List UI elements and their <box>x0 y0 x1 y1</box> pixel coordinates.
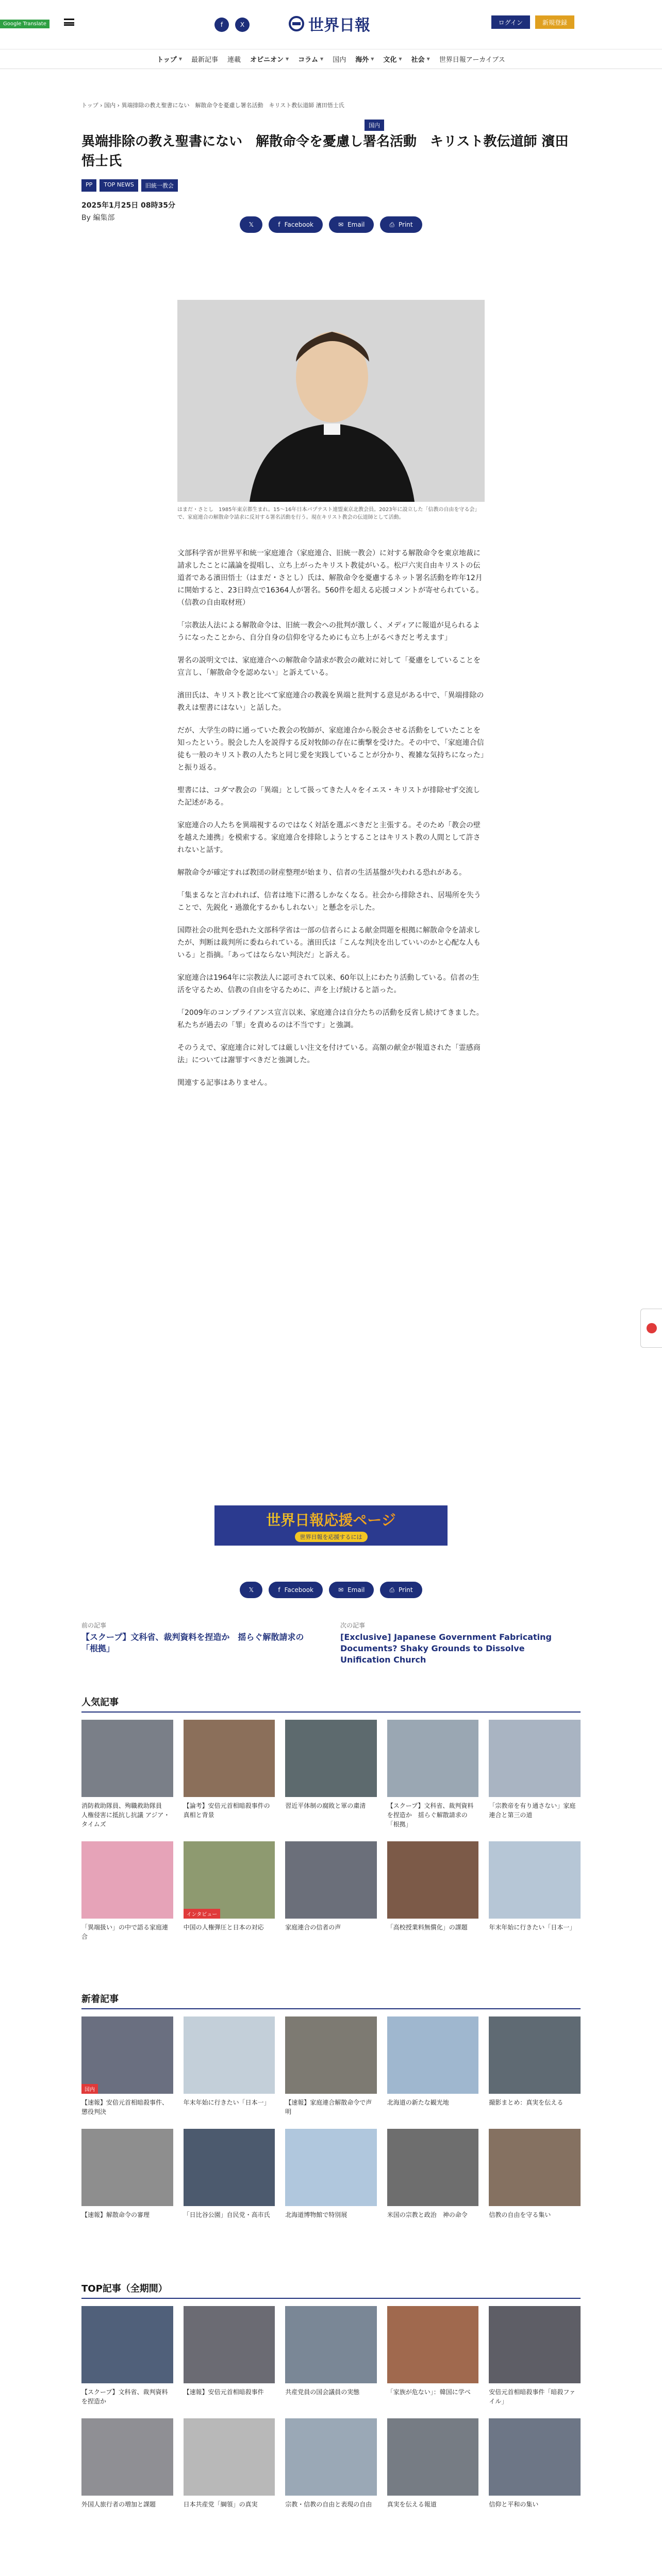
main-nav <box>0 49 662 69</box>
category-tag[interactable]: 旧統一教会 <box>141 179 178 192</box>
related-none-text: 関連する記事はありません。 <box>177 1079 272 1087</box>
article-body <box>177 547 485 1099</box>
paragraph: 文部科学省が世界平和統一家庭連合（家庭連合、旧統一教会）に対する解散命令を東京地裁に請求したことに議論を提唱し、立ち上がったキリスト教徒がいる。松戸六実自由キリストの伝道者である濱田悟士（はまだ・さとし）氏は、解散命令を憂慮するネット署名活動を昨年12月に開始すると、23日時点で16364人が署名。560件を超える応援コメントが寄せられている。（信教の自由取材班） <box>177 549 484 607</box>
nav-label: コラム <box>298 56 319 64</box>
print-icon: ⎙ <box>389 1586 394 1594</box>
top-articles-grid <box>81 2306 581 2509</box>
card-title: 習近平体制の腐敗と軍の粛清 <box>285 1802 366 1809</box>
chevron-down-icon: ▼ <box>399 57 402 61</box>
article-card[interactable] <box>81 2016 173 2116</box>
x-icon[interactable]: X <box>235 18 250 32</box>
article-card[interactable] <box>489 2306 581 2406</box>
card-title: 「宗教帝を有り通さない」家庭連合と第三の道 <box>489 1802 576 1819</box>
paragraph: 家庭連合の人たちを異端視するのではなく対話を選ぶべきだと主張する。そのため「教会の壁を越えた連携」を模索する。家庭連合を排除しようとすることはキリスト教の人間として許されないと話す。 <box>177 821 481 854</box>
card-title: 【速報】安倍元首相暗殺事件 <box>183 2388 264 2396</box>
article-card[interactable] <box>387 2129 479 2219</box>
nav-label: 海外 <box>355 56 369 64</box>
card-image <box>81 2016 173 2094</box>
card-image <box>184 1841 275 1919</box>
card-image <box>184 2418 275 2496</box>
card-image <box>387 2418 479 2496</box>
nav-item-world[interactable] <box>355 54 374 64</box>
card-image <box>81 1841 173 1919</box>
card-image <box>285 2016 377 2094</box>
next-label: 次の記事 <box>340 1622 366 1629</box>
site-logo[interactable] <box>289 12 370 35</box>
article-author: By 編集部 <box>81 214 115 222</box>
card-title: 家庭連合の信者の声 <box>285 1924 341 1931</box>
card-title: 米国の宗教と政治 神の命令 <box>387 2211 468 2218</box>
article-card[interactable] <box>184 1720 275 1829</box>
photo-caption: はまだ・さとし 1985年東京都生まれ。15～16年日本バプテスト連盟東京北教会員。2023年に設立した「信教の自由を守る会」で、家庭連合の解散命令請求に反対する署名活動を行う。現在キリスト教会の伝道師として活動。 <box>177 507 480 520</box>
card-title: 【速報】安倍元首相暗殺事件、懲役判決 <box>81 2099 169 2115</box>
article-card[interactable] <box>387 2016 479 2116</box>
card-title: 【論考】安倍元首相暗殺事件の真相と背景 <box>183 1802 270 1819</box>
card-image <box>489 2418 581 2496</box>
nav-item-domestic[interactable]: 国内 <box>333 56 346 64</box>
card-image <box>285 2129 377 2206</box>
share-bar-bottom <box>0 1582 662 1598</box>
photo-badge: インタビュー <box>184 1909 221 1919</box>
card-title: 【速報】解散命令の審理 <box>81 2211 150 2218</box>
article-card[interactable] <box>184 2306 275 2406</box>
card-image <box>387 2306 479 2383</box>
nav-item-archives[interactable]: 世界日報アーカイブス <box>439 56 505 64</box>
paragraph: 国際社会の批判を恐れた文部科学省は一部の信者らによる献金問題を根拠に解散命令を請求したが、判断は裁判所に委ねられている。濱田氏は「こんな判決を出していいのかと心配な人もいる」と指摘。「あってはならない判決だ」と訴える。 <box>177 926 481 959</box>
article-card[interactable] <box>489 2016 581 2116</box>
card-title: 信教の自由を守る集い <box>489 2211 551 2218</box>
latest-grid <box>81 2016 581 2219</box>
paragraph: 解散命令が確定すれば教団の財産整理が始まり、信者の生活基盤が失われる恐れがある。 <box>177 869 466 877</box>
next-article-link[interactable] <box>340 1621 567 1666</box>
card-image <box>285 1720 377 1797</box>
card-image <box>81 2418 173 2496</box>
article-card[interactable] <box>489 1841 581 1941</box>
nav-item-column[interactable] <box>298 54 323 64</box>
article-card[interactable] <box>285 2016 377 2116</box>
card-title: 北海道の新たな観光地 <box>387 2099 449 2106</box>
share-email-button[interactable]: ✉ Email <box>329 1582 374 1598</box>
nav-item-opinion[interactable] <box>250 54 289 64</box>
card-title: 宗教・信教の自由と表現の自由 <box>285 2501 372 2508</box>
article-card[interactable] <box>285 1841 377 1941</box>
share-x-button[interactable]: 𝕏 <box>240 216 262 233</box>
share-facebook-button[interactable]: f Facebook <box>269 216 323 233</box>
card-image <box>285 2418 377 2496</box>
article-card[interactable] <box>489 2418 581 2509</box>
prev-title: 【スクープ】文科省、裁判資料を捏造か 揺らぐ解散請求の「根拠」 <box>81 1632 304 1653</box>
nav-label: トップ <box>157 56 177 64</box>
article-card[interactable] <box>184 2418 275 2509</box>
card-image <box>489 1720 581 1797</box>
card-title: 信仰と平和の集い <box>489 2501 539 2508</box>
logo-text: 世界日報 <box>308 16 370 35</box>
section-tag[interactable]: 国内 <box>365 120 384 131</box>
card-title: 「日比谷公園」自民党・高市氏 <box>183 2211 270 2218</box>
card-title: 【速報】家庭連合解散命令で声明 <box>285 2099 372 2115</box>
card-title: 安倍元首相暗殺事件「暗殺ファイル」 <box>489 2388 576 2405</box>
paragraph: 「2009年のコンプライアンス宣言以来、家庭連合は自分たちの活動を反省し続けてきました。私たちが過去の「罪」を責めるのは不当です」と強調。 <box>177 1009 484 1029</box>
paragraph: 濱田氏は、キリスト教と比べて家庭連合の教義を異端と批判する意見がある中で、「異端排除の教えは聖書にはない」と話した。 <box>177 691 484 712</box>
chevron-down-icon: ▼ <box>371 57 374 61</box>
translate-badge[interactable]: Google Translate <box>0 20 49 28</box>
prev-article-link[interactable] <box>81 1621 308 1654</box>
card-title: 真実を伝える報道 <box>387 2501 437 2508</box>
card-image <box>285 2306 377 2383</box>
recaptcha-icon <box>647 1323 657 1333</box>
hamburger-menu-icon[interactable] <box>64 19 74 26</box>
article-title: 異端排除の教え聖書にない 解散命令を憂慮し署名活動 キリスト教伝道師 濱田悟士氏 <box>81 134 569 169</box>
card-title: 【スクープ】文科省、裁判資料を捏造か <box>81 2388 168 2405</box>
card-image <box>81 2306 173 2383</box>
article-card[interactable] <box>81 1720 173 1829</box>
floating-widget[interactable] <box>640 1309 662 1348</box>
paragraph: そのうえで、家庭連合に対しては厳しい注文を付けている。高額の献金が報道された「霊感商法」については謝罪すべきだと強調した。 <box>177 1044 481 1064</box>
card-title: 「家族が危ない」：韓国に学べ <box>387 2388 471 2396</box>
card-title: 「異端扱い」の中で語る家庭連合 <box>81 1924 169 1940</box>
site-header <box>0 0 662 49</box>
article-card[interactable] <box>81 1841 173 1941</box>
article-card[interactable] <box>285 2306 377 2406</box>
article-photo <box>177 300 485 502</box>
card-image <box>387 1720 479 1797</box>
article-card[interactable] <box>387 1720 479 1829</box>
card-image <box>489 2016 581 2094</box>
email-icon: ✉ <box>338 1586 344 1594</box>
top-articles-heading: TOP記事（全期間） <box>81 2281 581 2299</box>
paragraph: 家庭連合は1964年に宗教法人に認可されて以来、60年以上にわたり活動している。信者の生活を守るため、信教の自由を守るために、声を上げ続けると語った。 <box>177 974 479 994</box>
category-tag[interactable]: TOP NEWS <box>100 179 138 192</box>
card-image <box>489 2129 581 2206</box>
nav-label: 文化 <box>383 56 397 64</box>
article-card[interactable] <box>184 2016 275 2116</box>
breadcrumb[interactable]: トップ › 国内 › 異端排除の教え聖書にない 解散命令を憂慮し署名活動 キリスト教伝道師 濱田悟士氏 <box>81 102 344 109</box>
card-title: 「高校授業料無償化」の課題 <box>387 1924 468 1931</box>
nav-item-latest[interactable]: 最新記事 <box>191 56 218 64</box>
card-title: 撮影まとめ：真実を伝える <box>489 2099 564 2106</box>
login-button[interactable]: ログイン <box>491 15 530 29</box>
article-card[interactable] <box>489 2129 581 2219</box>
print-button[interactable]: ⎙ Print <box>380 1582 422 1598</box>
article-card[interactable] <box>184 1841 275 1941</box>
email-icon: ✉ <box>338 221 344 228</box>
card-image <box>184 2129 275 2206</box>
card-title: 日本共産党「綱領」の真実 <box>183 2501 258 2508</box>
article-card[interactable] <box>81 2306 173 2406</box>
card-title: 北海道博物館で特別展 <box>285 2211 347 2218</box>
card-image <box>184 2016 275 2094</box>
support-banner[interactable] <box>214 1505 448 1546</box>
chevron-down-icon: ▼ <box>426 57 430 61</box>
card-title: 共産党員の国会議員の実態 <box>285 2388 360 2396</box>
nav-label: オピニオン <box>250 56 284 64</box>
article-card[interactable] <box>285 1720 377 1829</box>
nav-label: 社会 <box>411 56 425 64</box>
article-card[interactable] <box>81 2418 173 2509</box>
popular-heading: 人気記事 <box>81 1695 581 1713</box>
article-card[interactable] <box>489 1720 581 1829</box>
support-banner-sub: 世界日報を応援するには <box>295 1532 368 1542</box>
next-title: [Exclusive] Japanese Government Fabricating Documents? Shaky Grounds to Dissolve Unification Church <box>340 1632 552 1665</box>
article-card[interactable] <box>387 2418 479 2509</box>
nav-item-culture[interactable] <box>383 54 402 64</box>
card-image <box>387 1841 479 1919</box>
popular-grid <box>81 1720 581 1941</box>
article-card[interactable] <box>387 1841 479 1941</box>
portrait-illustration <box>177 300 485 502</box>
card-title: 外国人旅行者の増加と課題 <box>81 2501 156 2508</box>
paragraph: 署名の説明文では、家庭連合への解散命令請求が教会の敵対に対して「憂慮をしていることを宣言し、「解散命令を認めない」と訴えている。 <box>177 656 481 677</box>
photo-badge: 国内 <box>81 2084 98 2094</box>
paragraph: 「集まるなと言われれば、信者は地下に潜るしかなくなる。社会から排除され、居場所を失うことで、先鋭化・過激化するかもしれない」と懸念を示した。 <box>177 891 481 912</box>
share-facebook-button[interactable]: f Facebook <box>269 1582 323 1598</box>
card-image <box>387 2016 479 2094</box>
print-icon: ⎙ <box>389 221 394 228</box>
chevron-down-icon: ▼ <box>286 57 289 61</box>
category-tag[interactable]: PP <box>81 179 96 192</box>
print-button[interactable]: ⎙ Print <box>380 216 422 233</box>
facebook-icon: f <box>278 221 280 228</box>
paragraph: 聖書には、コダマ教会の「異端」として扱ってきた人々をイエス・キリストが排除せず交流した記述がある。 <box>177 786 481 807</box>
nav-item-society[interactable] <box>411 54 430 64</box>
card-title: 年末年始に行きたい「日本一」 <box>489 1924 576 1931</box>
card-title: 中国の人権弾圧と日本の対応 <box>183 1924 264 1931</box>
card-title: 年末年始に行きたい「日本一」 <box>183 2099 270 2106</box>
card-image <box>184 1720 275 1797</box>
chevron-down-icon: ▼ <box>320 57 324 61</box>
facebook-icon[interactable]: f <box>214 18 229 32</box>
card-image <box>184 2306 275 2383</box>
article-card[interactable] <box>184 2129 275 2219</box>
card-image <box>489 2306 581 2383</box>
facebook-icon: f <box>278 1586 280 1594</box>
card-image <box>489 1841 581 1919</box>
category-tags <box>81 179 178 192</box>
article-card[interactable] <box>387 2306 479 2406</box>
card-image <box>81 1720 173 1797</box>
latest-heading: 新着記事 <box>81 1992 581 2009</box>
article-card[interactable] <box>285 2129 377 2219</box>
card-image <box>81 2129 173 2206</box>
share-bar-top <box>0 216 662 233</box>
header-social <box>214 18 250 32</box>
article-card[interactable] <box>81 2129 173 2219</box>
nav-item-series[interactable]: 連載 <box>227 56 241 64</box>
share-email-button[interactable]: ✉ Email <box>329 216 374 233</box>
card-image <box>285 1841 377 1919</box>
chevron-down-icon: ▼ <box>178 57 182 61</box>
register-button[interactable]: 新規登録 <box>535 15 574 29</box>
card-image <box>387 2129 479 2206</box>
support-banner-title: 世界日報応援ページ <box>266 1509 395 1530</box>
card-title: 消防救助隊員、殉職救助隊員 人権侵害に抵抗し抗議 アジア・タイムズ <box>81 1802 170 1828</box>
logo-mark-icon <box>289 16 304 31</box>
card-title: 【スクープ】文科省、裁判資料を捏造か 揺らぐ解散請求の「根拠」 <box>387 1802 474 1828</box>
share-x-button[interactable]: 𝕏 <box>240 1582 262 1598</box>
article-card[interactable] <box>285 2418 377 2509</box>
prev-label: 前の記事 <box>81 1622 107 1629</box>
header-buttons <box>491 15 574 29</box>
paragraph: だが、大学生の時に通っていた教会の牧師が、家庭連合から脱会させる活動をしていたことを知ったという。脱会した人を説得する反対牧師の存在に衝撃を受けた。その中で、「家庭連合信徒も一般のキリスト教の人たちと同じ愛を実践していることが分かり、複雑な気持ちになった」と振り返る。 <box>177 726 484 772</box>
article-date: 2025年1月25日 08時35分 <box>81 201 176 210</box>
paragraph: 「宗教法人法による解散命令は、旧統一教会への批判が激しく、メディアに報道が見られるようになったことから、自分自身の信仰を守るためにも立ち上がるべきだと考えます」 <box>177 621 480 642</box>
nav-item-top[interactable] <box>157 54 182 64</box>
